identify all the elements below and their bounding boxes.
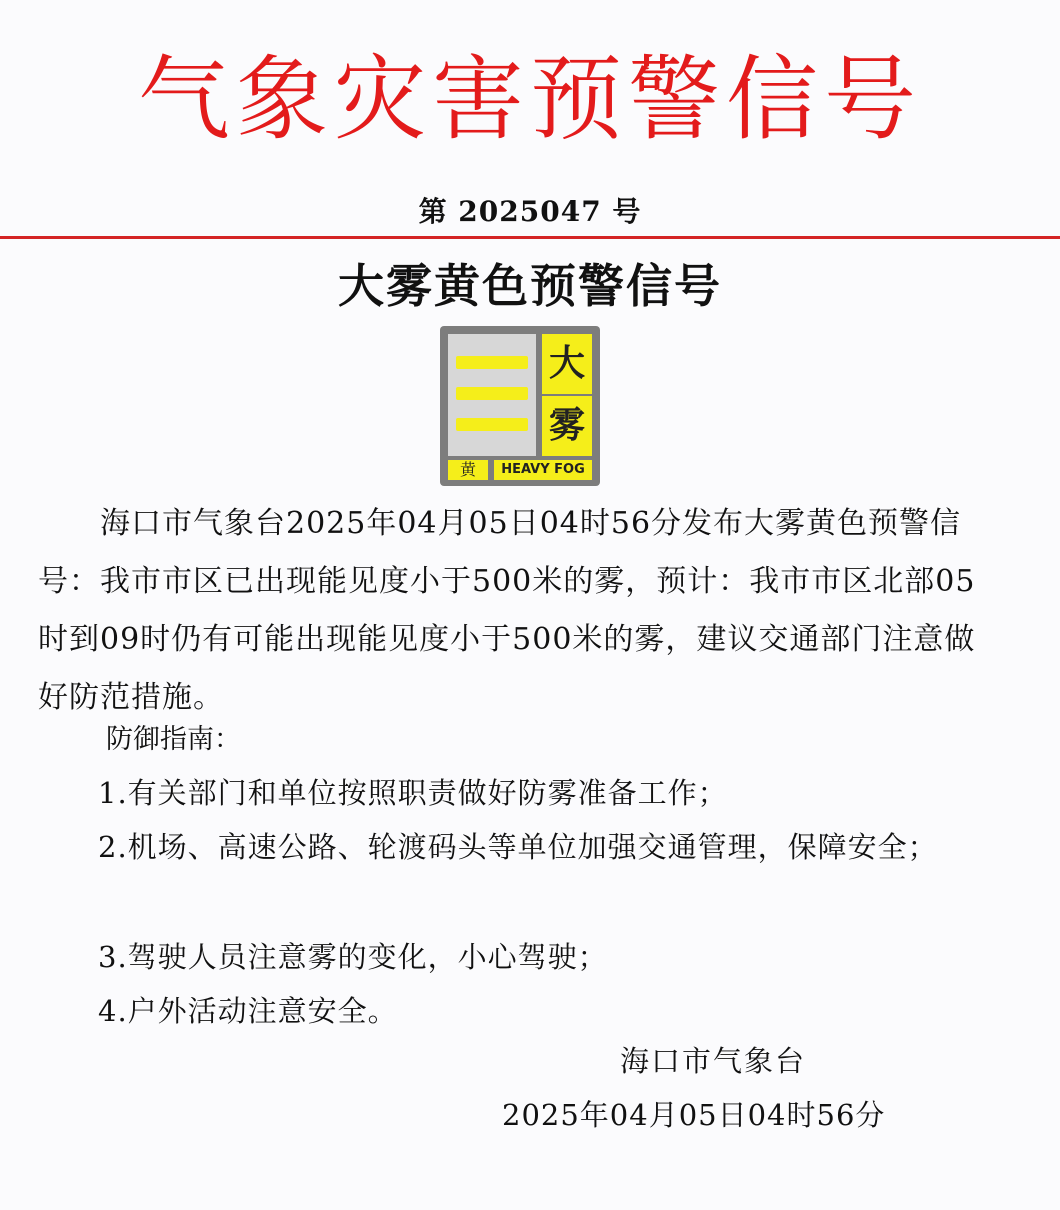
defense-guide-item: 4.户外活动注意安全。 (98, 994, 398, 1028)
defense-guide-item: 2.机场、高速公路、轮渡码头等单位加强交通管理，保障安全； (98, 830, 938, 864)
level-bar (456, 356, 528, 369)
sign-name-char-1: 大 (542, 334, 592, 394)
issuer-name: 海口市气象台 (620, 1044, 807, 1078)
issue-number: 第 2025047 号 (418, 195, 642, 228)
masthead-title: 气象灾害预警信号 (137, 46, 922, 153)
sign-english-label: HEAVY FOG (494, 460, 592, 480)
defense-guide-title: 防御指南： (106, 724, 241, 755)
heavy-fog-warning-icon (440, 326, 600, 486)
level-bar (456, 387, 528, 400)
document-title: 大雾黄色预警信号 (338, 259, 722, 313)
sign-level-label: 黄 (448, 460, 488, 480)
red-divider (0, 236, 1060, 239)
defense-guide-item: 1.有关部门和单位按照职责做好防雾准备工作； (98, 776, 728, 810)
issue-date: 2025年04月05日04时56分 (502, 1098, 886, 1132)
level-bar (456, 418, 528, 431)
defense-guide-item: 3.驾驶人员注意雾的变化，小心驾驶； (98, 940, 608, 974)
level-bars (448, 334, 536, 456)
warning-body-paragraph: 海口市气象台2025年04月05日04时56分发布大雾黄色预警信号：我市市区已出现能见度小于500米的雾，预计：我市市区北部05时到09时仍有可能出现能见度小于500米的雾，建议交通部门注意做好防范措施。 (38, 506, 976, 715)
sign-name-char-2: 雾 (542, 396, 592, 456)
